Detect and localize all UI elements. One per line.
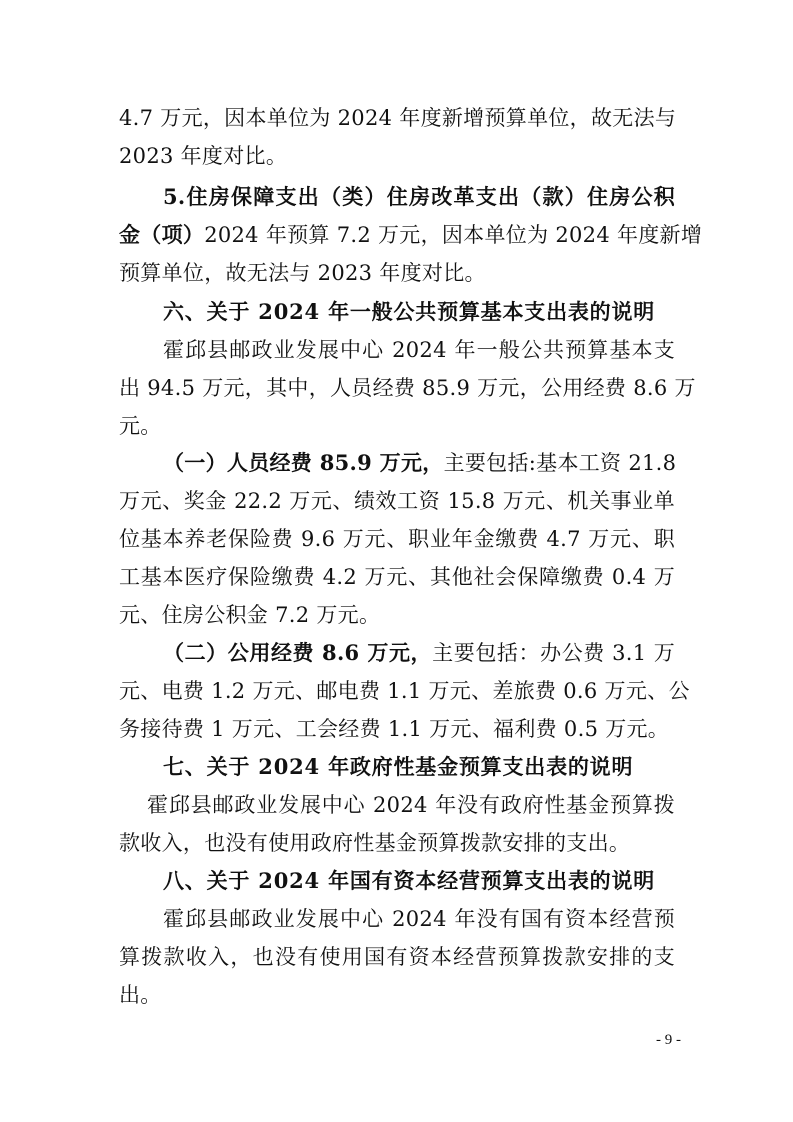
paragraph-line [163,178,675,216]
paragraph-line: 款收入，也没有使用政府性基金预算拨款安排的支出。 [119,831,631,855]
section-heading: 六、关于 2024 年一般公共预算基本支出表的说明 [163,299,656,324]
paragraph-line: 出 94.5 万元，其中，人员经费 85.9 万元，公用经费 8.6 万 [119,376,696,400]
paragraph-line: 预算单位，故无法与 2023 年度对比。 [119,261,486,285]
paragraph-line: 4.7 万元，因本单位为 2024 年度新增预算单位，故无法与 [119,106,677,130]
page-number: - 9 - [656,1032,681,1048]
paragraph-line: 务接待费 1 万元、工会经费 1.1 万元、福利费 0.5 万元。 [119,717,670,741]
paragraph-line: 霍邱县邮政业发展中心 2024 年没有国有资本经营预 [163,907,675,931]
section-heading: 八、关于 2024 年国有资本经营预算支出表的说明 [163,868,656,893]
paragraph-line: 元、电费 1.2 万元、邮电费 1.1 万元、差旅费 0.6 万元、公 [119,679,690,703]
bold-text: 金（项） [119,222,205,247]
paragraph-text: 主要包括：办公费 3.1 万 [432,641,676,665]
bold-text: （一）人员经费 85.9 万元， [163,450,444,475]
paragraph-line: 元。 [119,414,162,438]
paragraph-line [163,634,675,672]
paragraph-text: 2024 年预算 7.2 万元，因本单位为 2024 年度新增 [204,223,703,247]
paragraph-line: 工基本医疗保险缴费 4.2 万元、其他社会保障缴费 0.4 万 [119,565,675,589]
paragraph-text: 主要包括:基本工资 21.8 [443,451,677,475]
paragraph-line [119,216,703,254]
bold-text: （二）公用经费 8.6 万元， [163,640,433,665]
paragraph-line: 2023 年度对比。 [119,144,288,168]
paragraph-line: 霍邱县邮政业发展中心 2024 年一般公共预算基本支 [163,338,675,362]
paragraph-line: 位基本养老保险费 9.6 万元、职业年金缴费 4.7 万元、职 [119,527,675,551]
paragraph-line: 算拨款收入，也没有使用国有资本经营预算拨款安排的支 [119,945,675,969]
paragraph-line: 元、住房公积金 7.2 万元。 [119,603,381,627]
section-heading: 七、关于 2024 年政府性基金预算支出表的说明 [163,754,634,779]
paragraph-line [163,444,675,482]
paragraph-line: 出。 [119,983,162,1007]
paragraph-line: 霍邱县邮政业发展中心 2024 年没有政府性基金预算拨 [147,793,675,817]
bold-text: 5.住房保障支出（类）住房改革支出（款）住房公积 [163,184,675,209]
paragraph-line: 万元、奖金 22.2 万元、绩效工资 15.8 万元、机关事业单 [119,489,675,513]
